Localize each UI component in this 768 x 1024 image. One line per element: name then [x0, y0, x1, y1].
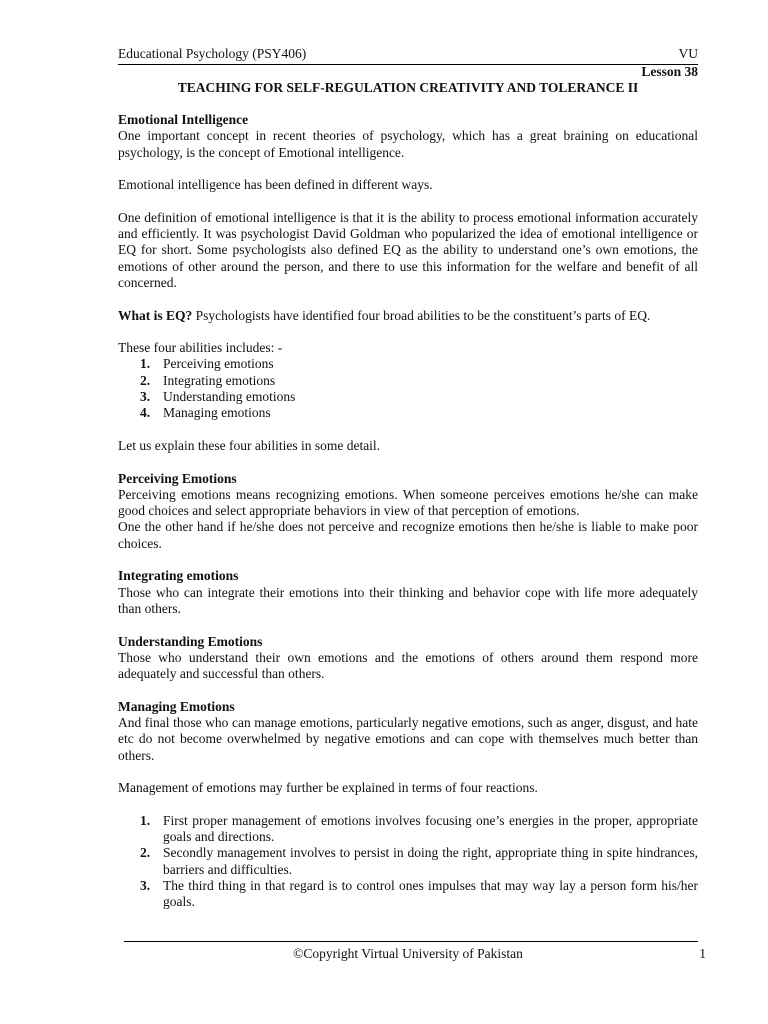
paragraph: Emotional intelligence has been defined in different ways. — [118, 177, 433, 193]
document-body — [118, 112, 698, 927]
list-item-label: Perceiving emotions — [163, 356, 274, 372]
paragraph: And final those who can manage emotions, particularly negative emotions, such as anger, disgust, and hate etc do not become overwhelmed by negative emotions and can cope with themselves much better than others. — [118, 714, 698, 763]
paragraph: One important concept in recent theories of psychology, which has a great braining on educational psychology, is the concept of Emotional intelligence. — [118, 128, 698, 160]
section-heading-integrating: Integrating emotions — [118, 568, 239, 584]
section-heading-emotional-intelligence: Emotional Intelligence — [118, 112, 249, 127]
section-heading-perceiving: Perceiving Emotions — [118, 470, 237, 486]
what-is-eq-text: Psychologists have identified four broad abilities to be the constituent’s parts of EQ. — [192, 307, 651, 323]
list-number: 2. — [140, 845, 151, 861]
list-number: 1. — [140, 812, 151, 828]
course-title: Educational Psychology (PSY406) — [118, 46, 307, 61]
page-header — [118, 46, 698, 65]
list-item-text: The third thing in that regard is to control ones impulses that may way lay a person form his/her goals. — [163, 877, 698, 910]
paragraph: Perceiving emotions means recognizing emotions. When someone perceives emotions he/she can make good choices and select appropriate behaviors in view of that perception of emotions. — [118, 486, 698, 519]
list-item — [118, 405, 698, 421]
abilities-list — [118, 356, 698, 421]
list-item-label: Managing emotions — [163, 405, 271, 421]
copyright-text: ©Copyright Virtual University of Pakistan — [293, 946, 523, 961]
list-item — [118, 389, 698, 405]
list-number: 1. — [140, 356, 151, 372]
abilities-intro: These four abilities includes: - — [118, 340, 283, 356]
lesson-number: Lesson 38 — [641, 64, 698, 79]
list-item-label: Integrating emotions — [163, 372, 276, 388]
paragraph: Let us explain these four abilities in some detail. — [118, 437, 381, 453]
page-title: TEACHING FOR SELF-REGULATION CREATIVITY AND TOLERANCE II — [177, 80, 639, 95]
institution-label: VU — [678, 46, 698, 61]
list-item — [118, 356, 698, 372]
what-is-eq-paragraph — [118, 308, 698, 324]
list-number: 3. — [140, 389, 151, 405]
footer-divider — [124, 941, 698, 942]
section-heading-understanding: Understanding Emotions — [118, 633, 263, 649]
list-item — [118, 813, 698, 846]
list-item-text: First proper management of emotions involves focusing one’s energies in the proper, appropriate goals and directions. — [163, 812, 698, 845]
reactions-list — [118, 813, 698, 911]
list-item — [118, 878, 698, 911]
paragraph: One the other hand if he/she does not perceive and recognize emotions then he/she is liable to make poor choices. — [118, 519, 698, 551]
list-number: 3. — [140, 877, 151, 893]
paragraph: One definition of emotional intelligence is that it is the ability to process emotional information accurately and efficiently. It was psychologist David Goldman who popularized the idea of emotional intelligence or EQ for short. Some psychologists also defined EQ as the ability to understand one’s own emotions, the emotions of other around the person, and there to use this information for the welfare and benefit of all concerned. — [118, 209, 698, 290]
list-item — [118, 373, 698, 389]
list-number: 2. — [140, 372, 151, 388]
section-heading-managing: Managing Emotions — [118, 698, 235, 714]
paragraph: Those who can integrate their emotions into their thinking and behavior cope with life more adequately than others. — [118, 584, 698, 616]
what-is-eq-lead: What is EQ? — [118, 307, 193, 323]
list-item-text: Secondly management involves to persist in doing the right, appropriate thing in spite hindrances, barriers and difficulties. — [163, 845, 698, 877]
list-number: 4. — [140, 405, 151, 421]
list-item — [118, 845, 698, 878]
paragraph: Management of emotions may further be explained in terms of four reactions. — [118, 780, 538, 796]
page-number: 1 — [699, 946, 706, 961]
list-item-label: Understanding emotions — [163, 389, 296, 405]
paragraph: Those who understand their own emotions and the emotions of others around them respond more adequately and successful than others. — [118, 649, 698, 682]
